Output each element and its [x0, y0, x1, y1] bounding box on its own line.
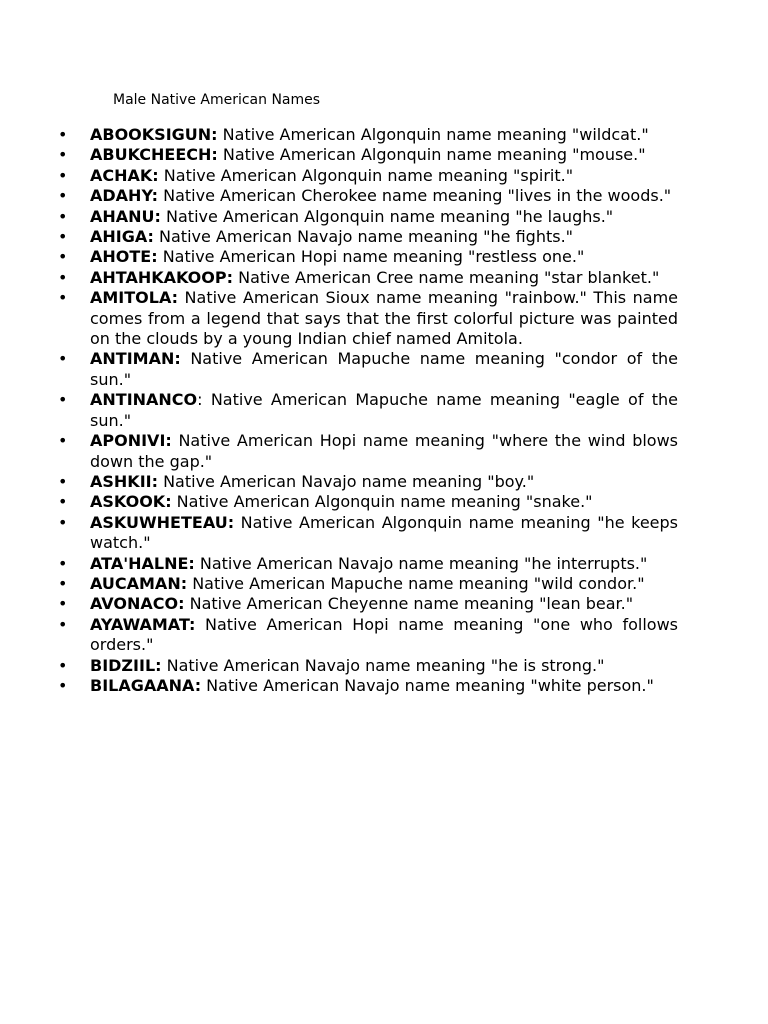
entry-name: AYAWAMAT: [90, 614, 196, 634]
entry-description: Native American Cheyenne name meaning "lean bear." [184, 594, 634, 614]
entry-name: AHOTE: [90, 247, 158, 267]
entry-name: BILAGAANA: [90, 675, 202, 695]
list-item [58, 655, 678, 676]
entry-description: Native American Navajo name meaning "he interrupts." [194, 553, 648, 573]
entry-name: BIDZIIL: [90, 655, 162, 675]
bullet: • [58, 655, 68, 675]
entry-name: ANTIMAN: [90, 349, 181, 369]
list-item [58, 512, 678, 554]
entry-name: AHANU: [90, 206, 161, 226]
list-item [58, 349, 678, 390]
entry-name: APONIVI: [90, 431, 172, 451]
entry-description: Native American Hopi name meaning "one who follows orders." [90, 614, 678, 655]
entry-name: AUCAMAN: [90, 573, 188, 593]
list-item [58, 675, 678, 696]
list-item [58, 267, 678, 288]
entry-name: ABUKCHEECH: [90, 145, 218, 165]
bullet: • [58, 675, 68, 695]
bullet: • [58, 390, 68, 410]
list-item [58, 594, 678, 614]
bullet: • [58, 186, 68, 206]
entry-name: ADAHY: [90, 186, 159, 206]
entry-name: ATA'HALNE: [90, 553, 195, 573]
list-item [58, 553, 678, 574]
entry-name: AHIGA: [90, 227, 154, 247]
bullet: • [58, 349, 68, 369]
entry-description: Native American Cree name meaning "star blanket." [233, 267, 660, 287]
entry-name: AVONACO: [90, 594, 185, 614]
list-item [58, 186, 678, 206]
list-item [58, 573, 678, 594]
entry-description: Native American Navajo name meaning "he fights." [153, 227, 574, 247]
bullet: • [58, 125, 68, 144]
bullet: • [58, 247, 68, 267]
list-item [58, 431, 678, 472]
list-item [58, 145, 678, 165]
entry-description: Native American Navajo name meaning "white person." [201, 675, 654, 695]
entry-name: AHTAHKAKOOP: [90, 267, 234, 287]
entry-description: Native American Cherokee name meaning "lives in the woods." [158, 186, 672, 206]
entry-name: ANTINANCO [90, 390, 198, 410]
entry-description: Native American Hopi name meaning "where the wind blows down the gap." [90, 431, 678, 471]
entry-description: Native American Hopi name meaning "restless one." [157, 247, 585, 267]
entry-description: Native American Algonquin name meaning "snake." [171, 492, 593, 512]
bullet: • [58, 288, 68, 308]
entry-description: Native American Navajo name meaning "boy." [158, 471, 535, 491]
list-item [58, 247, 678, 267]
list-item [58, 492, 678, 512]
bullet: • [58, 206, 68, 226]
list-item [58, 125, 678, 145]
entry-description: Native American Algonquin name meaning "he laughs." [160, 206, 614, 226]
bullet: • [58, 145, 68, 165]
entry-name: ABOOKSIGUN: [90, 125, 218, 144]
entry-name: ASHKII: [90, 471, 158, 491]
bullet: • [58, 227, 68, 247]
bullet: • [58, 471, 68, 491]
bullet: • [58, 594, 68, 614]
entry-name: ASKUWHETEAU: [90, 512, 235, 532]
entry-description: Native American Algonquin name meaning "he keeps watch." [90, 512, 678, 553]
bullet: • [58, 267, 68, 287]
list-item [58, 206, 678, 227]
bullet: • [58, 614, 68, 634]
bullet: • [58, 553, 68, 573]
bullet: • [58, 431, 68, 451]
entry-description: Native American Mapuche name meaning "condor of the sun." [90, 349, 678, 389]
bullet: • [58, 165, 68, 185]
list-item [58, 227, 678, 247]
bullet: • [58, 492, 68, 512]
bullet: • [58, 512, 68, 532]
entry-description: Native American Algonquin name meaning "wildcat." [217, 125, 649, 144]
page-title: Male Native American Names [113, 92, 321, 108]
entry-name: ASKOOK: [90, 492, 172, 512]
entry-description: : Native American Mapuche name meaning "eagle of the sun." [90, 390, 678, 430]
list-item [58, 165, 678, 186]
entry-description: Native American Navajo name meaning "he is strong." [161, 655, 605, 675]
bullet: • [58, 573, 68, 593]
list-item [58, 471, 678, 492]
entry-description: Native American Algonquin name meaning "spirit." [158, 165, 574, 185]
list-item [58, 614, 678, 656]
entry-description: Native American Mapuche name meaning "wild condor." [187, 573, 645, 593]
entry-description: Native American Sioux name meaning "rainbow." This name comes from a legend that says that the first colorful picture was painted on the clouds by a young Indian chief named Amitola. [90, 288, 678, 349]
list-item [58, 390, 678, 431]
name-list [0, 125, 768, 696]
entry-name: AMITOLA: [90, 288, 179, 308]
entry-name: ACHAK: [90, 165, 159, 185]
entry-description: Native American Algonquin name meaning "mouse." [217, 145, 646, 165]
list-item [58, 288, 678, 349]
